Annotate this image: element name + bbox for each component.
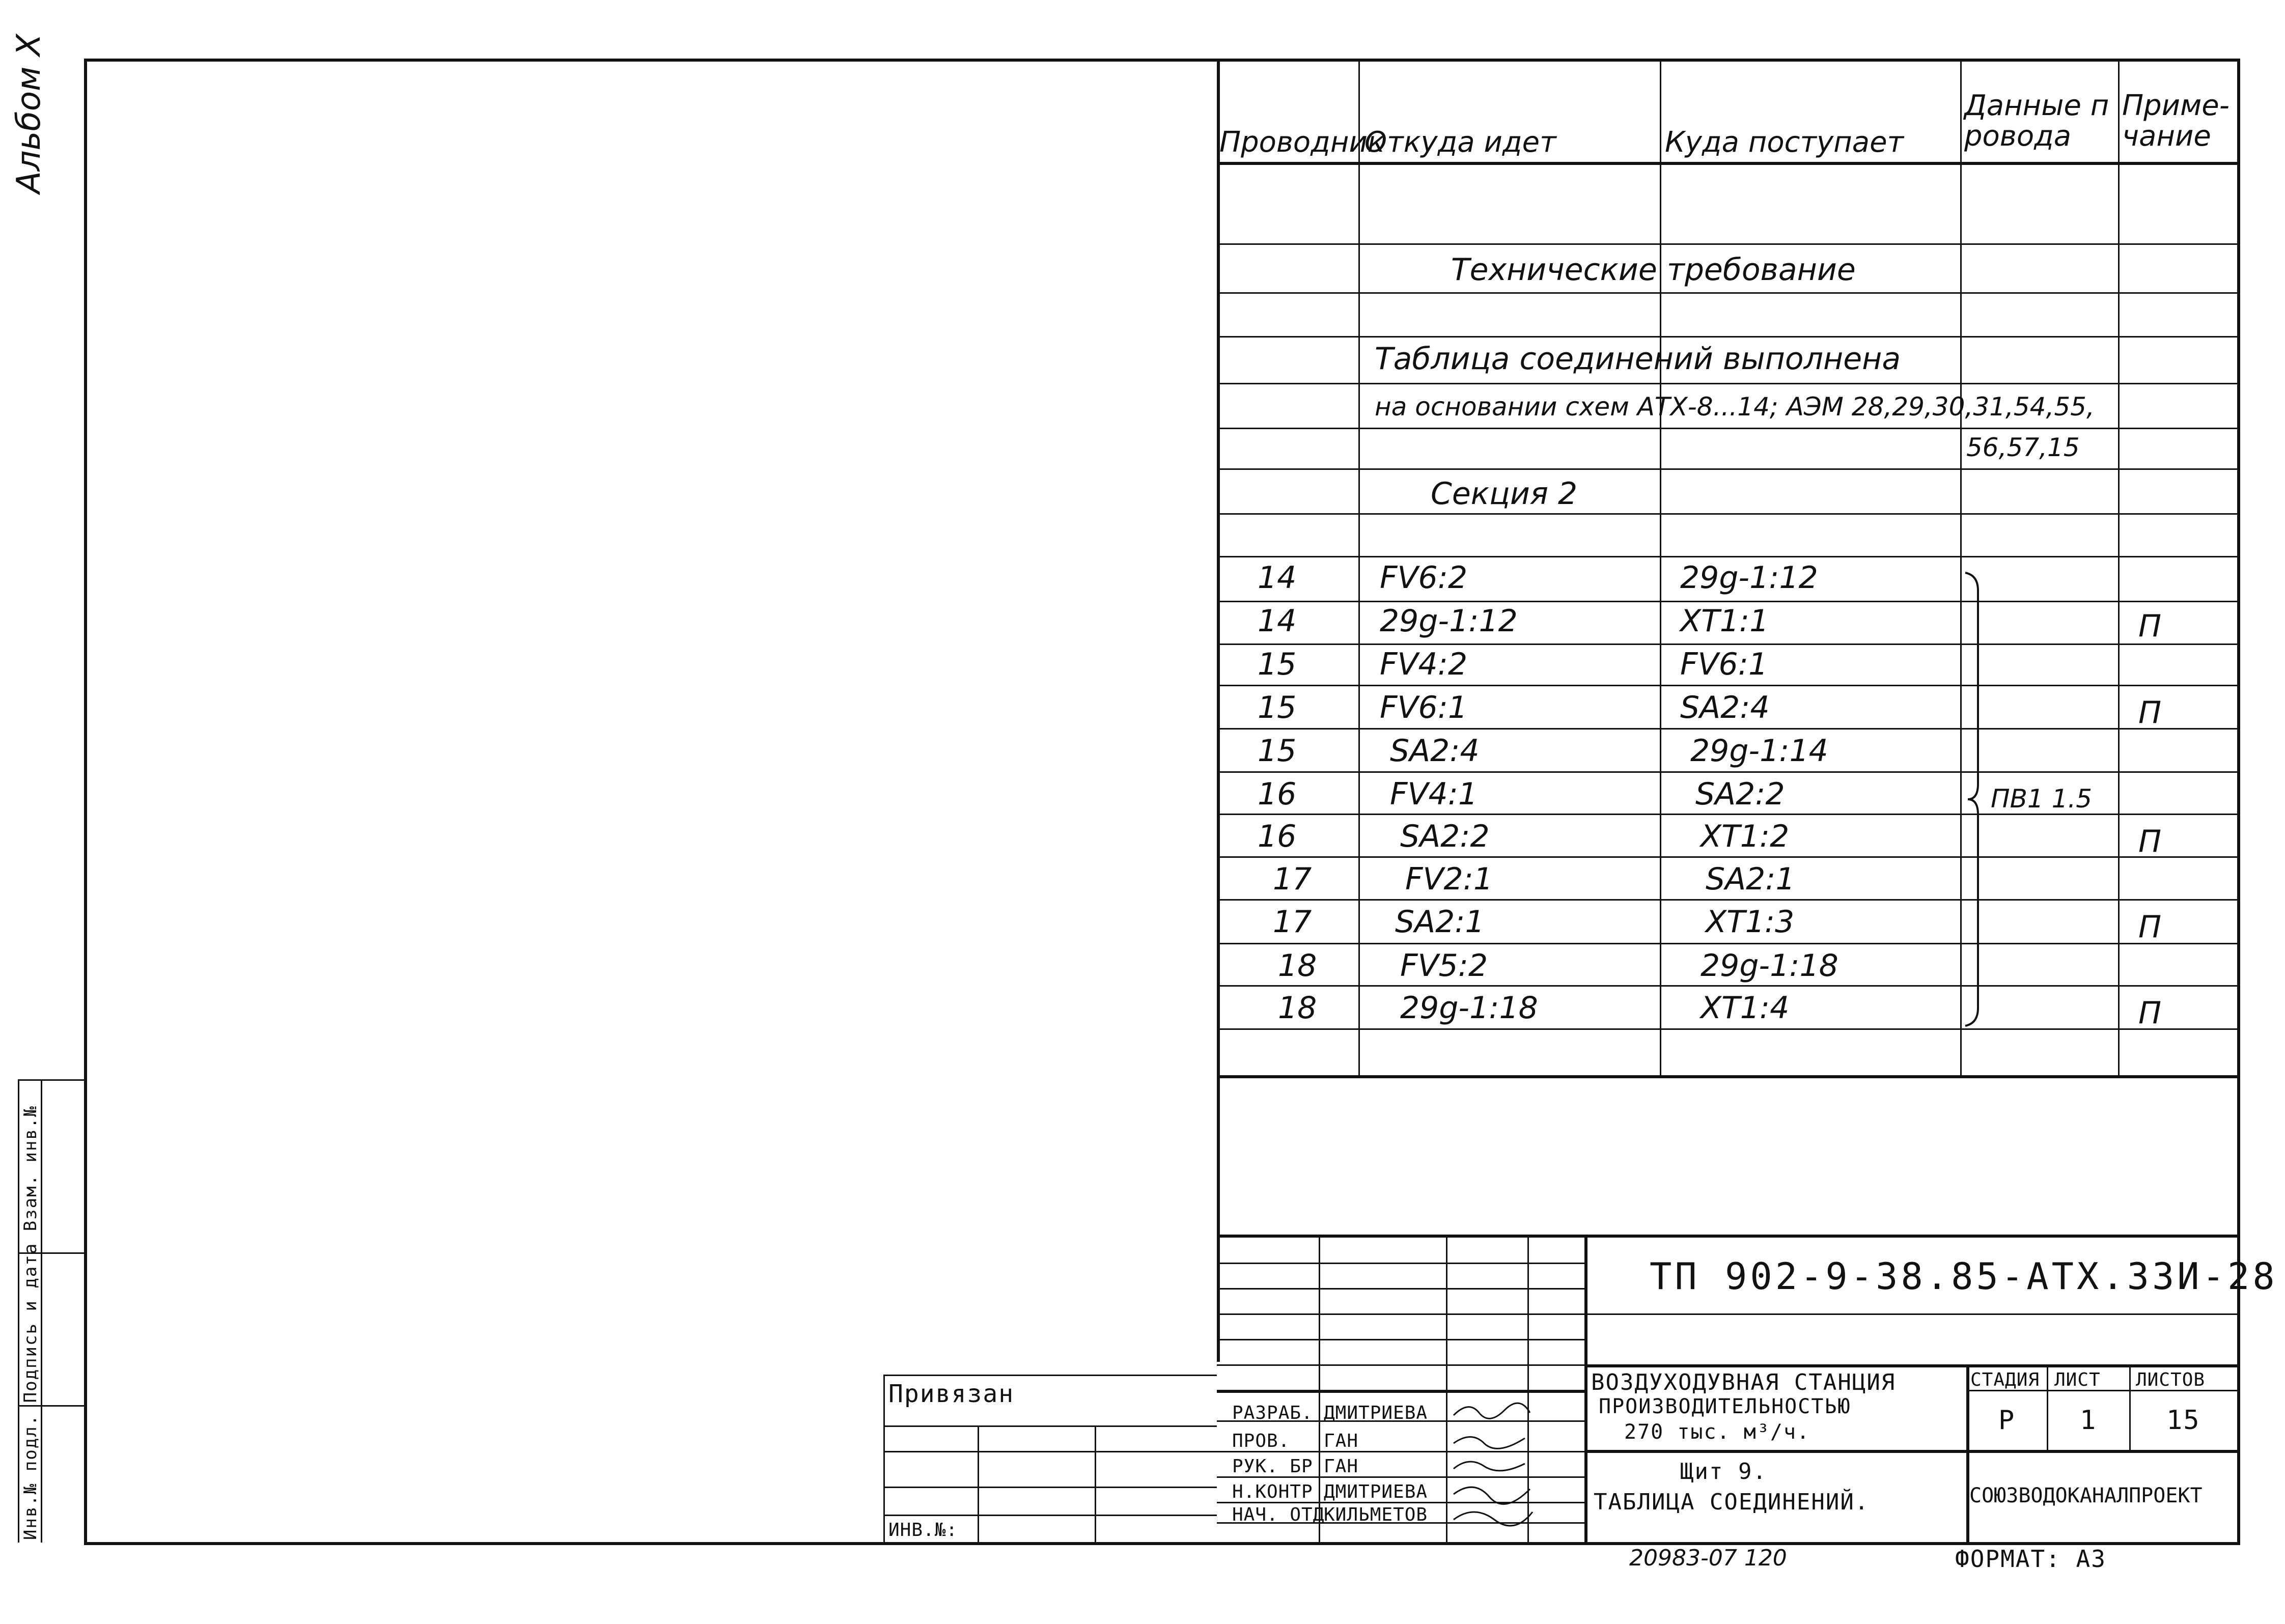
- header-bottom-line: [1217, 162, 2240, 165]
- stage-label: СТАДИЯ: [1970, 1369, 2040, 1390]
- side-strip-right: [41, 1079, 42, 1543]
- cell-to: XT1:4: [1701, 990, 1790, 1026]
- format-label: ФОРМАТ: А3: [1955, 1545, 2106, 1573]
- row-line: [1217, 985, 2240, 987]
- cell-wire: 17: [1273, 904, 1312, 940]
- cell-from: SA2:4: [1390, 733, 1480, 769]
- sheet-title-1: Щит 9.: [1680, 1459, 1767, 1485]
- album-label: Альбом X: [10, 34, 48, 193]
- cell-from: FV4:2: [1380, 647, 1468, 682]
- object-line-1: ВОЗДУХОДУВНАЯ СТАНЦИЯ: [1591, 1369, 1896, 1395]
- tb-top-line: [1217, 1235, 2240, 1238]
- row-line: [1217, 383, 2240, 384]
- brace-icon: [1963, 570, 1993, 1028]
- cell-wire: 16: [1258, 819, 1297, 854]
- cell-to: FV6:1: [1680, 647, 1768, 682]
- cell-from: 29g-1:12: [1380, 603, 1518, 639]
- row-line: [1217, 468, 2240, 470]
- name-norm-control: ДМИТРИЕВА: [1324, 1481, 1428, 1502]
- linked-label: Привязан: [888, 1380, 1015, 1408]
- tb-code-line: [1584, 1313, 2240, 1315]
- doc-code: ТП 902-9-38.85-АТХ.33И-28: [1650, 1255, 2278, 1298]
- header-from: Откуда идет: [1364, 126, 1556, 159]
- row-line: [1217, 643, 2240, 645]
- row-line: [1217, 513, 2240, 515]
- tb-grid-h: [1217, 1313, 1584, 1315]
- row-line: [1217, 856, 2240, 858]
- sheet-value: 1: [2080, 1405, 2097, 1436]
- cell-note: П: [2138, 608, 2162, 644]
- cell-wire: 16: [1258, 776, 1297, 812]
- row-line: [1217, 771, 2240, 773]
- signatures-icon: [1448, 1395, 1535, 1543]
- col-div-3: [1960, 59, 1962, 1077]
- cell-wire: 14: [1258, 603, 1297, 639]
- cell-from: FV6:2: [1380, 560, 1468, 596]
- row-line: [1217, 814, 2240, 815]
- col-div-4: [2118, 59, 2120, 1077]
- row-line: [1217, 243, 2240, 245]
- cell-note: П: [2138, 824, 2162, 859]
- table-left-border: [1217, 59, 1220, 1362]
- tb-sheets-div: [2129, 1364, 2131, 1450]
- cell-note: П: [2138, 695, 2162, 731]
- cell-to: XT1:3: [1706, 904, 1795, 940]
- name-dept-head: КИЛЬМЕТОВ: [1324, 1504, 1428, 1525]
- section-title: Секция 2: [1431, 476, 1578, 512]
- frame-left: [84, 59, 87, 1545]
- tb-grid-h: [1217, 1288, 1584, 1290]
- cell-to: 29g-1:18: [1701, 948, 1838, 984]
- linked-grid-h: [883, 1515, 1217, 1516]
- cell-from: 29g-1:18: [1400, 990, 1538, 1026]
- cell-from: FV5:2: [1400, 948, 1488, 984]
- note-line-1: Таблица соединений выполнена: [1375, 341, 1901, 377]
- row-line: [1217, 292, 2240, 294]
- cell-to: XT1:1: [1680, 603, 1769, 639]
- name-developer: ДМИТРИЕВА: [1324, 1403, 1428, 1423]
- organization: СОЮЗВОДОКАНАЛПРОЕКТ: [1969, 1484, 2203, 1507]
- linked-left-line: [883, 1375, 885, 1545]
- linked-grid-h: [883, 1425, 1217, 1427]
- header-note: Приме-чание: [2122, 89, 2230, 153]
- sheets-label: ЛИСТОВ: [2136, 1369, 2206, 1390]
- row-line: [1217, 899, 2240, 901]
- cell-note: П: [2138, 995, 2162, 1031]
- tb-stage-div: [1966, 1364, 1969, 1545]
- name-team-lead: ГАН: [1324, 1456, 1359, 1477]
- tb-grid-h: [1217, 1390, 1584, 1393]
- col-div-1: [1358, 59, 1360, 1077]
- header-to: Куда поступает: [1665, 126, 1904, 159]
- wire-data-label: ПВ1 1.5: [1991, 784, 2093, 814]
- side-strip-top: [18, 1079, 84, 1081]
- footer-number: 20983-07 120: [1629, 1545, 1787, 1571]
- tb-grid-h: [1217, 1364, 1584, 1366]
- cell-wire: 15: [1258, 733, 1297, 769]
- cell-to: SA2:4: [1680, 690, 1770, 725]
- linked-top-line: [883, 1375, 1217, 1376]
- role-developer: РАЗРАБ.: [1232, 1403, 1313, 1423]
- tb-main-divider: [1584, 1235, 1587, 1545]
- header-wire-data: Данные провода: [1964, 89, 2109, 153]
- note-line-3: 56,57,15: [1966, 433, 2080, 462]
- cell-from: FV4:1: [1390, 776, 1478, 812]
- tb-object-line: [1584, 1364, 2240, 1367]
- note-line-2: на основании схем АТХ-8...14; АЭМ 28,29,30,31,54,55,: [1375, 392, 2095, 422]
- role-checker: ПРОВ.: [1232, 1431, 1290, 1451]
- tb-grid-h: [1217, 1339, 1584, 1340]
- cell-note: П: [2138, 909, 2162, 945]
- cell-from: FV6:1: [1380, 690, 1468, 725]
- col-div-2: [1660, 59, 1661, 1077]
- side-strip-left: [18, 1079, 19, 1543]
- row-line: [1217, 601, 2240, 602]
- cell-from: FV2:1: [1405, 861, 1493, 897]
- row-line: [1217, 336, 2240, 338]
- row-line: [1217, 1028, 2240, 1030]
- linked-grid-v: [978, 1425, 979, 1545]
- cell-to: 29g-1:12: [1680, 560, 1818, 596]
- cell-wire: 18: [1278, 948, 1317, 984]
- tb-grid-h: [1217, 1263, 1584, 1264]
- row-line: [1217, 556, 2240, 557]
- inv-label: ИНВ.№:: [888, 1520, 958, 1541]
- tb-sheet-div: [2047, 1364, 2048, 1450]
- cell-to: SA2:1: [1706, 861, 1795, 897]
- row-line: [1217, 685, 2240, 686]
- cell-wire: 17: [1273, 861, 1312, 897]
- cell-from: SA2:2: [1400, 819, 1490, 854]
- header-wire: Проводник: [1219, 126, 1385, 159]
- cell-to: XT1:2: [1701, 819, 1790, 854]
- cell-wire: 15: [1258, 690, 1297, 725]
- stage-value: Р: [1998, 1405, 2016, 1436]
- sheets-value: 15: [2166, 1405, 2200, 1436]
- linked-grid-v: [1095, 1425, 1096, 1545]
- object-line-2: ПРОИЗВОДИТЕЛЬНОСТЬЮ: [1599, 1395, 1851, 1418]
- row-line: [1217, 428, 2240, 429]
- frame-top: [84, 59, 2240, 62]
- cell-wire: 14: [1258, 560, 1297, 596]
- frame-bottom: [84, 1542, 2240, 1545]
- object-line-3: 270 тыс. м³/ч.: [1624, 1420, 1810, 1444]
- row-line: [1217, 728, 2240, 730]
- tb-sheet-line: [1584, 1450, 2240, 1453]
- role-dept-head: НАЧ. ОТД: [1232, 1504, 1325, 1525]
- linked-grid-h: [883, 1487, 1217, 1488]
- sheet-title-2: ТАБЛИЦА СОЕДИНЕНИЙ.: [1594, 1489, 1870, 1515]
- side-stamp-text: Инв.№ подл. Подпись и дата Взам. инв.№: [20, 1105, 41, 1540]
- cell-to: 29g-1:14: [1690, 733, 1828, 769]
- name-checker: ГАН: [1324, 1431, 1359, 1451]
- table-end-line: [1217, 1075, 2240, 1078]
- cell-from: SA2:1: [1395, 904, 1485, 940]
- frame-right: [2237, 59, 2240, 1545]
- role-team-lead: РУК. БР: [1232, 1456, 1313, 1477]
- tech-title: Технические требование: [1451, 252, 1856, 288]
- cell-to: SA2:2: [1695, 776, 1785, 812]
- role-norm-control: Н.КОНТР: [1232, 1481, 1313, 1502]
- row-line: [1217, 943, 2240, 944]
- linked-grid-h: [883, 1451, 1217, 1452]
- cell-wire: 15: [1258, 647, 1297, 682]
- cell-wire: 18: [1278, 990, 1317, 1026]
- sheet-label: ЛИСТ: [2054, 1369, 2101, 1390]
